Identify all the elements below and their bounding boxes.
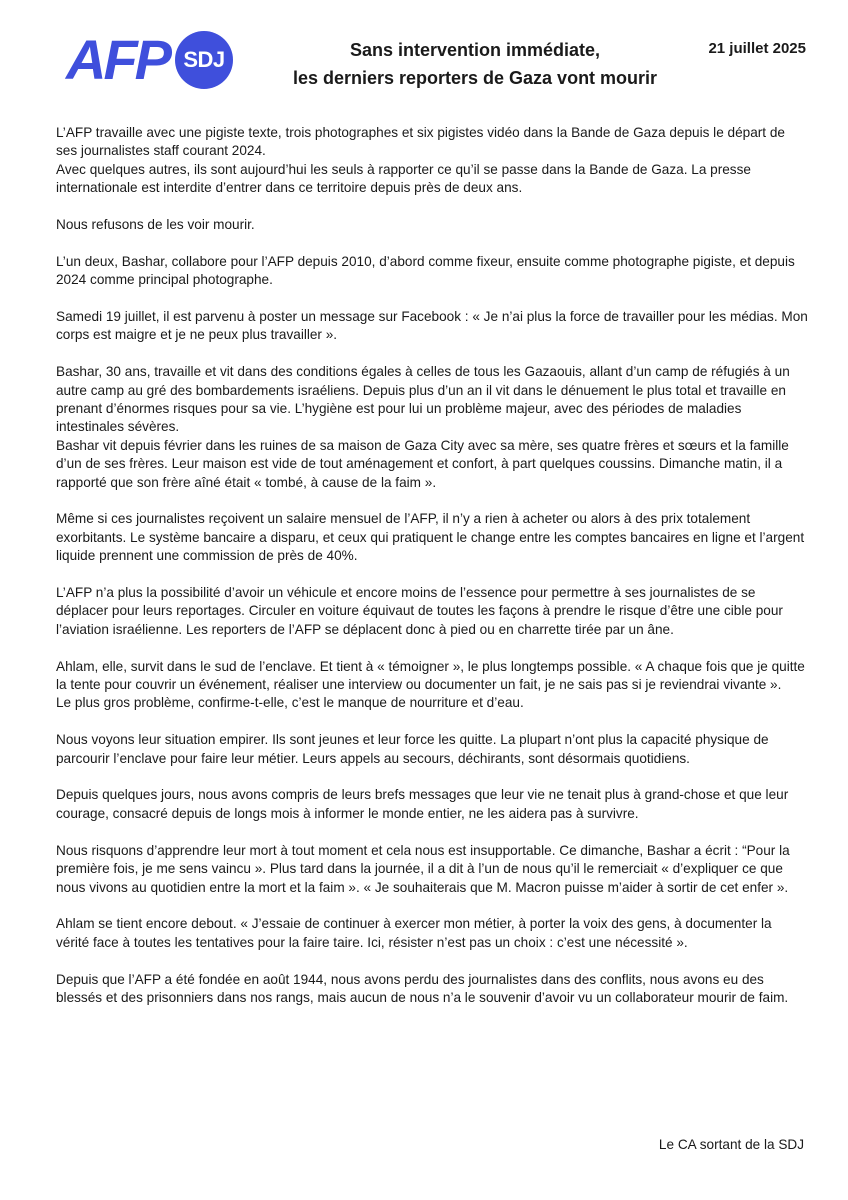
paragraph-text: L’un deux, Bashar, collabore pour l’AFP depuis 2010, d’abord comme fixeur, ensuite comme photographe pigiste, et depuis 2024 comme principal photographe.: [56, 253, 795, 288]
document-body: [56, 124, 808, 1026]
paragraph-text: Nous risquons d’apprendre leur mort à tout moment et cela nous est insupportable. Ce dimanche, Bashar a écrit : “Pour la première fois, je me sens vaincu ». Plus tard dans la journée, il a dit à l’un de nous qu’il le remerciait « d’expliquer ce que nous vivons au quotidien entre la mort et la faim ». « Je souhaiterais que M. Macron puisse m’aider à sortir de cet enfer ».: [56, 842, 790, 895]
paragraph-text: Bashar vit depuis février dans les ruines de sa maison de Gaza City avec sa mère, ses quatre frères et sœurs et la famille d’un de ses frères. Leur maison est vide de tout aménagement et confort, à part quelques coussins. Dimanche matin, il a rapporté que son frère aîné était « tombé, à cause de la faim ».: [56, 437, 789, 490]
signature: Le CA sortant de la SDJ: [658, 1137, 804, 1152]
paragraph-text: Depuis quelques jours, nous avons compris de leurs brefs messages que leur vie ne tenait plus à grand-chose et que leur courage, consacré depuis de longs mois à informer le monde entier, ne les aidera pas à survivre.: [56, 787, 789, 821]
title-line-2: les derniers reporters de Gaza vont mourir: [292, 68, 658, 88]
paragraph: [56, 842, 808, 897]
paragraph-text: L’AFP n’a plus la possibilité d’avoir un véhicule et encore moins de l’essence pour permettre à ses journalistes de se déplacer pour leurs reportages. Circuler en voiture équivaut de toutes les façons à prendre le risque d’être une cible pour l’aviation israélienne. Les reporters de l’AFP se déplacent donc à pied ou en charrette tirée par un âne.: [56, 585, 783, 637]
paragraph: [56, 971, 808, 1008]
paragraph: [56, 216, 808, 234]
title-line-1: Sans intervention immédiate,: [349, 40, 601, 60]
paragraph-text: Depuis que l’AFP a été fondée en août 1944, nous avons perdu des journalistes dans des conflits, nous avons eu des blessés et des prisonniers dans nos rangs, mais aucun de nous n’a le souvenir d’avoir vu un collaborateur mourir de faim.: [56, 971, 789, 1005]
document-title: [260, 36, 690, 92]
paragraph: [56, 915, 808, 952]
paragraph-text: Même si ces journalistes reçoivent un salaire mensuel de l’AFP, il n’y a rien à acheter ou alors à des prix totalement exorbitants. Le système bancaire a disparu, et ceux qui pratiquent le change entre les comptes bancaires en ligne et l’argent liquide prennent une commission de près de 40%.: [56, 511, 805, 564]
paragraph: [56, 124, 808, 198]
paragraph: [56, 658, 808, 713]
paragraph-text: Bashar, 30 ans, travaille et vit dans des conditions égales à celles de tous les Gazaouis, allant d’un camp de réfugiés à un autre camp au gré des bombardements israéliens. Depuis plus d’un an il vit dans le dénuement le plus total et travaille en prenant d’énormes risques pour sa vie. L’hygiène est pour lui un problème majeur, avec des périodes de maladies intestinales sévères.: [56, 364, 790, 435]
paragraph-text: L’AFP travaille avec une pigiste texte, trois photographes et six pigistes vidéo dans la Bande de Gaza depuis le départ de ses journalistes staff courant 2024.: [56, 125, 785, 159]
paragraph-text: Avec quelques autres, ils sont aujourd’hui les seuls à rapporter ce qu’il se passe dans la Bande de Gaza. La presse internationale est interdite d’entrer dans ce territoire depuis près de deux ans.: [56, 161, 751, 196]
paragraph-text: Samedi 19 juillet, il est parvenu à poster un message sur Facebook : « Je n’ai plus la force de travailler pour les médias. Mon corps est maigre et je ne peux plus travailler ».: [56, 309, 808, 343]
paragraph: [56, 253, 808, 290]
afp-logo-text: AFP: [66, 28, 169, 91]
document-header: [0, 0, 848, 110]
afp-sdj-logo: [66, 28, 233, 92]
sdj-badge: SDJ: [175, 31, 233, 89]
paragraph: [56, 731, 808, 768]
paragraph-text: Nous refusons de les voir mourir.: [56, 217, 255, 233]
paragraph: [56, 786, 808, 823]
paragraph-text: Ahlam, elle, survit dans le sud de l’enclave. Et tient à « témoigner », le plus longtemps possible. « A chaque fois que je quitte la tente pour couvrir un événement, réaliser une interview ou documenter un fait, je ne sais pas si je reviendrai vivante ».: [56, 658, 805, 693]
paragraph: [56, 584, 808, 639]
paragraph: [56, 363, 808, 492]
paragraph-text: Nous voyons leur situation empirer. Ils sont jeunes et leur force les quitte. La plupart n’ont plus la capacité physique de parcourir l’enclave pour faire leur métier. Leurs appels au secours, déchirants, sont désormais quotidiens.: [56, 732, 769, 766]
paragraph: [56, 510, 808, 565]
paragraph-text: Ahlam se tient encore debout. « J’essaie de continuer à exercer mon métier, à porter la voix des gens, à documenter la vérité face à toutes les tentatives pour la faire taire. Ici, résister n’est pas un choix : c’est une nécessité ».: [56, 916, 772, 950]
paragraph: [56, 308, 808, 345]
paragraph-text: Le plus gros problème, confirme-t-elle, c’est le manque de nourriture et d’eau.: [56, 695, 524, 711]
document-date: 21 juillet 2025: [708, 40, 806, 57]
